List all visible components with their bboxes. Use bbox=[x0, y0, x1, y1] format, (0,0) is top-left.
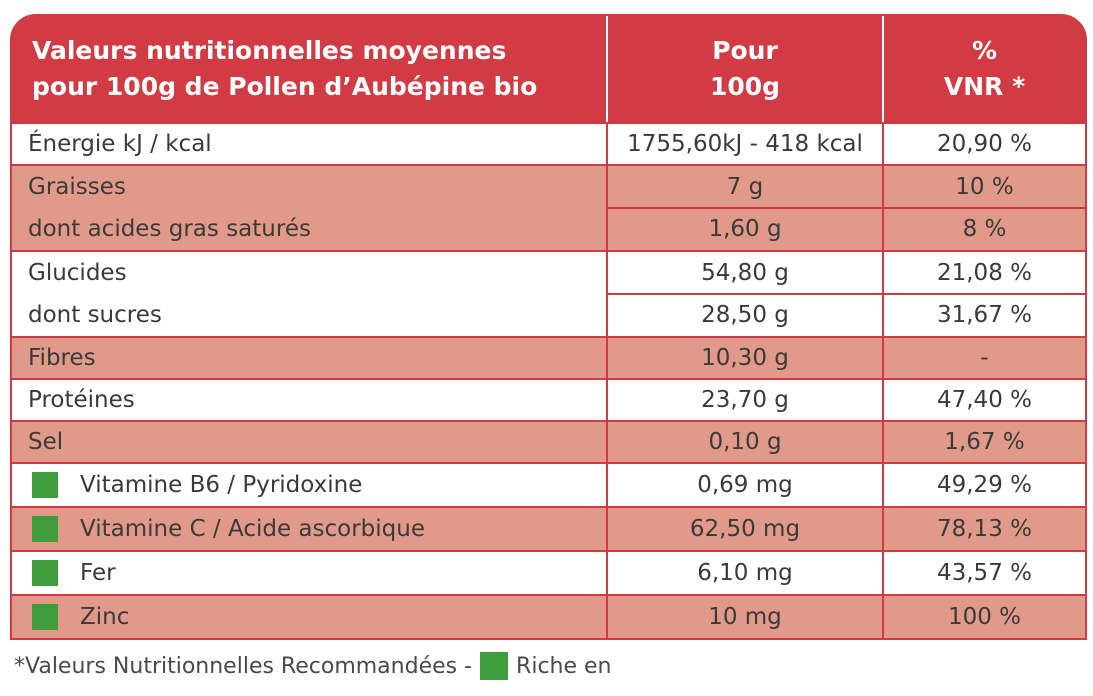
table-row-group bbox=[12, 252, 1085, 336]
row-vnr: 10 % bbox=[955, 174, 1014, 200]
row-label: Sel bbox=[28, 429, 64, 455]
row-label: Fibres bbox=[28, 345, 96, 371]
row-value: 23,70 g bbox=[701, 387, 789, 413]
table-row bbox=[12, 422, 1085, 462]
table-header bbox=[12, 16, 1085, 122]
row-label: dont acides gras saturés bbox=[28, 216, 311, 242]
footnote bbox=[14, 652, 612, 680]
table-row bbox=[12, 596, 1085, 638]
row-vnr: 49,29 % bbox=[936, 472, 1032, 498]
rich-in-marker-icon bbox=[32, 560, 58, 586]
row-divider bbox=[608, 293, 1085, 295]
row-value: 10 mg bbox=[708, 604, 782, 630]
header-vnr bbox=[884, 16, 1085, 122]
row-vnr: 8 % bbox=[962, 216, 1007, 242]
row-label: Énergie kJ / kcal bbox=[28, 131, 212, 157]
column-divider bbox=[606, 252, 608, 336]
table-row-group bbox=[12, 166, 1085, 250]
row-label-cell bbox=[12, 596, 606, 638]
row-label: Glucides bbox=[28, 260, 127, 286]
header-col1-line2: pour 100g de Pollen d’Aubépine bio bbox=[32, 72, 538, 101]
row-vnr: 47,40 % bbox=[936, 387, 1032, 413]
row-label-cell bbox=[12, 552, 606, 594]
row-label: Graisses bbox=[28, 174, 126, 200]
footnote-text: *Valeurs Nutritionnelles Recommandées - bbox=[14, 653, 473, 679]
row-value: 28,50 g bbox=[701, 302, 789, 328]
row-value: 6,10 mg bbox=[697, 560, 793, 586]
header-col2-line2: 100g bbox=[709, 72, 781, 101]
column-divider bbox=[882, 166, 884, 250]
row-vnr: 21,08 % bbox=[936, 260, 1032, 286]
table-row bbox=[12, 338, 1085, 378]
row-value: 1755,60kJ - 418 kcal bbox=[627, 131, 863, 157]
row-divider bbox=[608, 207, 1085, 209]
row-label: Fer bbox=[80, 560, 116, 586]
header-col3-line1: % bbox=[971, 36, 998, 65]
row-vnr: 20,90 % bbox=[936, 131, 1032, 157]
row-label: Vitamine B6 / Pyridoxine bbox=[80, 472, 363, 498]
row-vnr: - bbox=[980, 345, 989, 371]
row-vnr: 1,67 % bbox=[944, 429, 1025, 455]
header-per-100g bbox=[608, 16, 882, 122]
table-row bbox=[12, 552, 1085, 594]
row-value: 1,60 g bbox=[708, 216, 782, 242]
rich-in-marker-icon bbox=[32, 516, 58, 542]
rich-in-marker-icon bbox=[32, 604, 58, 630]
row-value: 54,80 g bbox=[701, 260, 789, 286]
row-value: 10,30 g bbox=[701, 345, 789, 371]
row-vnr: 43,57 % bbox=[936, 560, 1032, 586]
rich-in-legend-icon bbox=[480, 652, 508, 680]
row-value: 62,50 mg bbox=[689, 516, 801, 542]
footnote-legend: Riche en bbox=[516, 653, 612, 679]
header-nutrition-label bbox=[12, 16, 606, 122]
rich-in-marker-icon bbox=[32, 472, 58, 498]
table-row bbox=[12, 464, 1085, 506]
column-divider bbox=[882, 252, 884, 336]
row-vnr: 100 % bbox=[947, 604, 1022, 630]
nutrition-table bbox=[10, 14, 1087, 640]
row-value: 0,10 g bbox=[708, 429, 782, 455]
table-row bbox=[12, 124, 1085, 164]
header-col3-line2: VNR * bbox=[943, 72, 1026, 101]
row-vnr: 31,67 % bbox=[936, 302, 1032, 328]
row-label: dont sucres bbox=[28, 302, 162, 328]
row-label-cell bbox=[12, 508, 606, 550]
table-body bbox=[12, 122, 1085, 640]
table-row bbox=[12, 380, 1085, 420]
row-label: Vitamine C / Acide ascorbique bbox=[80, 516, 425, 542]
row-label-cell bbox=[12, 464, 606, 506]
header-col2-line1: Pour bbox=[712, 36, 778, 65]
row-label: Zinc bbox=[80, 604, 130, 630]
row-label: Protéines bbox=[28, 387, 135, 413]
table-row bbox=[12, 508, 1085, 550]
row-value: 0,69 mg bbox=[697, 472, 793, 498]
column-divider bbox=[606, 166, 608, 250]
row-value: 7 g bbox=[726, 174, 764, 200]
header-col1-line1: Valeurs nutritionnelles moyennes bbox=[32, 36, 507, 65]
row-vnr: 78,13 % bbox=[936, 516, 1032, 542]
